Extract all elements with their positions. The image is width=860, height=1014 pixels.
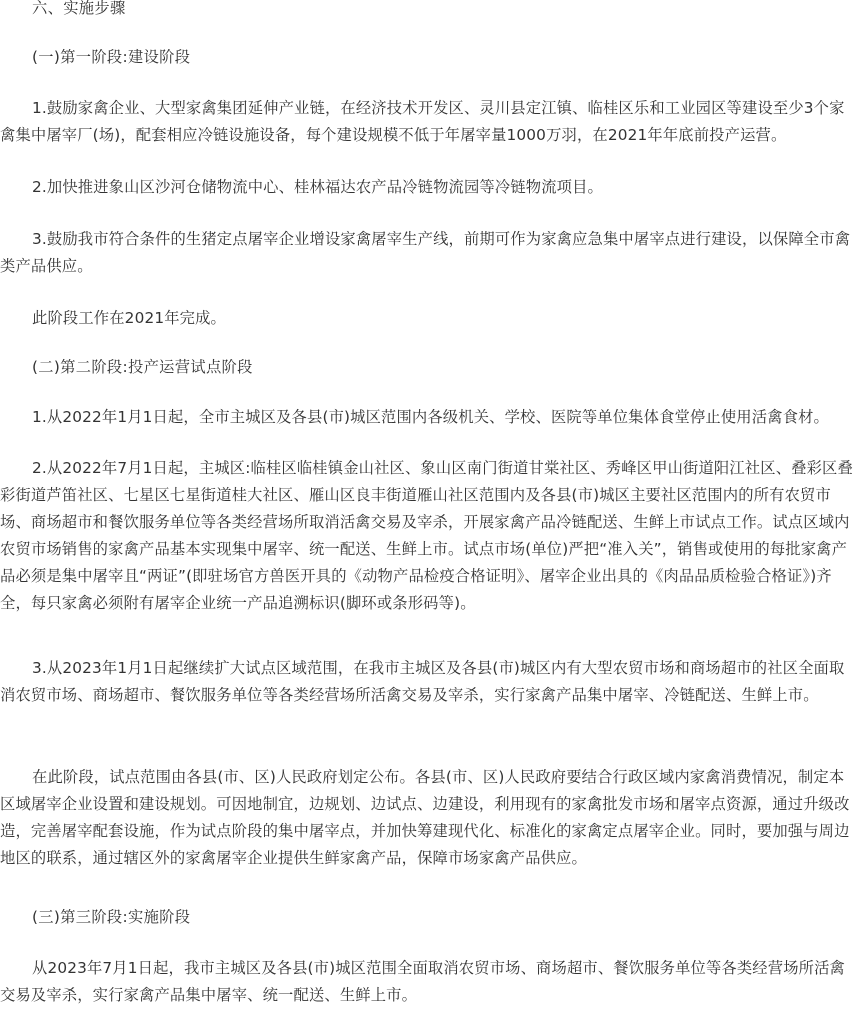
stage1-heading: (一)第一阶段:建设阶段 [32, 48, 191, 66]
stage3-body: 从2023年7月1日起，我市主城区及各县(市)城区范围全面取消农贸市场、商场超市、餐饮服务单位等各类经营场所活禽交易及宰杀，实行家禽产品集中屠宰、统一配送、生鲜上市。 [0, 959, 845, 1004]
stage1-item-1: 1.鼓励家禽企业、大型家禽集团延伸产业链，在经济技术开发区、灵川县定江镇、临桂区乐和工业园区等建设至少3个家禽集中屠宰厂(场)，配套相应冷链设施设备，每个建设规模不低于年屠宰量1000万羽，在2021年年底前投产运营。 [0, 99, 845, 144]
stage2-heading: (二)第二阶段:投产运营试点阶段 [32, 358, 253, 376]
stage1-item-2: 2.加快推进象山区沙河仓储物流中心、桂林福达农产品冷链物流园等冷链物流项目。 [32, 178, 603, 196]
stage2-item-1: 1.从2022年1月1日起，全市主城区及各县(市)城区范围内各级机关、学校、医院等单位集体食堂停止使用活禽食材。 [32, 408, 829, 426]
section-heading: 六、实施步骤 [32, 0, 126, 17]
stage2-item-2: 2.从2022年7月1日起，主城区:临桂区临桂镇金山社区、象山区南门街道甘棠社区、秀峰区甲山街道阳江社区、叠彩区叠彩街道芦笛社区、七星区七星街道桂大社区、雁山区良丰街道雁山社区范围内及各县(市)城区主要社区范围内的所有农贸市场、商场超市和餐饮服务单位等各类经营场所取消活禽交易及宰杀，开展家禽产品冷链配送、生鲜上市试点工作。试点区域内农贸市场销售的家禽产品基本实现集中屠宰、统一配送、生鲜上市。试点市场(单位)严把“准入关”，销售或使用的每批家禽产品必须是集中屠宰且“两证”(即驻场官方兽医开具的《动物产品检疫合格证明》、屠宰企业出具的《肉品品质检验合格证》)齐全，每只家禽必须附有屠宰企业统一产品追溯标识(脚环或条形码等)。 [0, 459, 853, 612]
stage1-completion: 此阶段工作在2021年完成。 [32, 309, 226, 327]
stage2-note: 在此阶段，试点范围由各县(市、区)人民政府划定公布。各县(市、区)人民政府要结合行政区域内家禽消费情况，制定本区域屠宰企业设置和建设规划。可因地制宜，边规划、边试点、边建设，利用现有的家禽批发市场和屠宰点资源，通过升级改造，完善屠宰配套设施，作为试点阶段的集中屠宰点，并加快筹建现代化、标准化的家禽定点屠宰企业。同时，要加强与周边地区的联系，通过辖区外的家禽屠宰企业提供生鲜家禽产品，保障市场家禽产品供应。 [0, 768, 850, 867]
stage3-heading: (三)第三阶段:实施阶段 [32, 908, 191, 926]
stage2-item-3: 3.从2023年1月1日起继续扩大试点区域范围，在我市主城区及各县(市)城区内有大型农贸市场和商场超市的社区全面取消农贸市场、商场超市、餐饮服务单位等各类经营场所活禽交易及宰杀，实行家禽产品集中屠宰、冷链配送、生鲜上市。 [0, 659, 845, 704]
stage1-item-3: 3.鼓励我市符合条件的生猪定点屠宰企业增设家禽屠宰生产线，前期可作为家禽应急集中屠宰点进行建设，以保障全市禽类产品供应。 [0, 230, 851, 275]
